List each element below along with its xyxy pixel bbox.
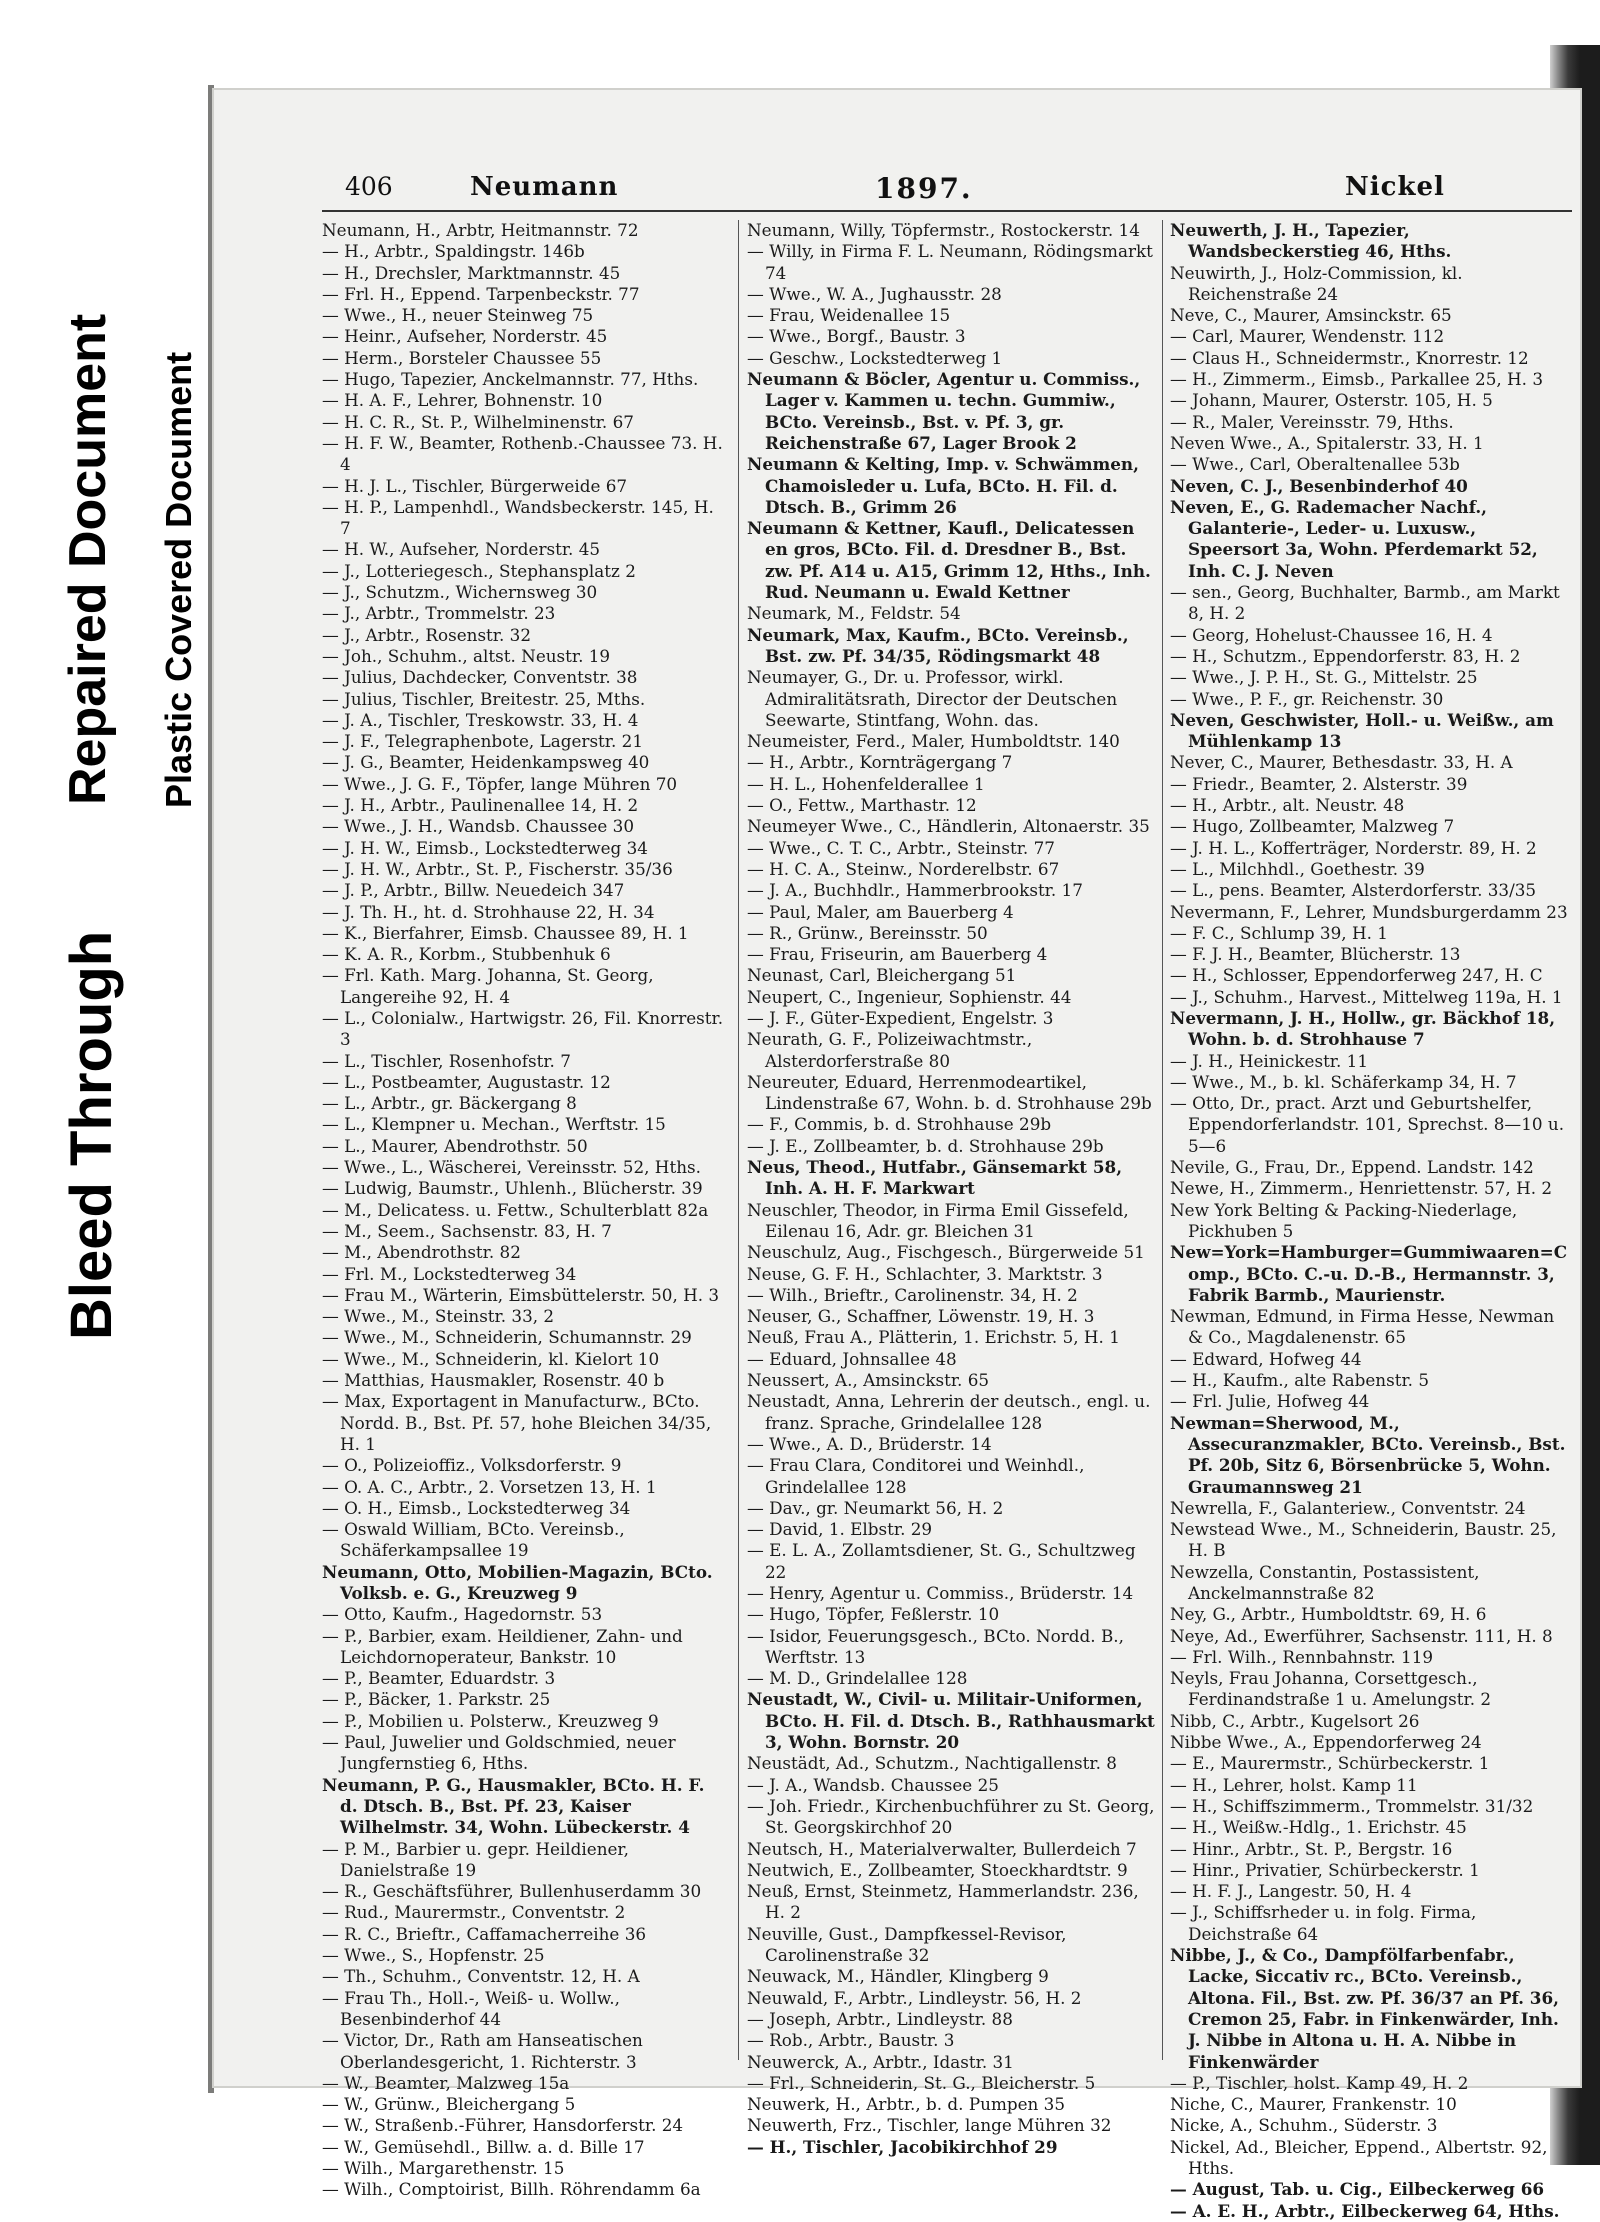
directory-entry: — M., Seem., Sachsenstr. 83, H. 7: [322, 1220, 612, 1241]
directory-entry: — H. P., Lampenhdl., Wandsbeckerstr. 145, H. 7: [322, 496, 714, 539]
directory-entry: — Wwe., Borgf., Baustr. 3: [747, 326, 966, 347]
directory-entry: — Ludwig, Baumstr., Uhlenh., Blücherstr. 39: [322, 1178, 703, 1199]
directory-entry: — H., Arbtr., Spaldingstr. 146b: [322, 241, 585, 262]
directory-entry: — J., Lotteriegesch., Stephansplatz 2: [322, 560, 636, 581]
directory-entry: Neuwald, F., Arbtr., Lindleystr. 56, H. 2: [747, 1987, 1082, 2008]
directory-entry: — Victor, Dr., Rath am Hanseatischen Oberlandesgericht, 1. Richterstr. 3: [322, 2030, 643, 2072]
directory-entry: — Wwe., A. D., Brüderstr. 14: [747, 1433, 992, 1454]
directory-entry: Neven, Geschwister, Holl.- u. Weißw., am Mühlenkamp 13: [1170, 709, 1554, 752]
directory-entry: Neumann, Willy, Töpfermstr., Rostockerstr. 14: [747, 220, 1140, 240]
directory-entry: — H., Tischler, Jacobikirchhof 29: [747, 2136, 1058, 2157]
directory-entry: — W., Gemüsehdl., Billw. a. d. Bille 17: [322, 2136, 645, 2157]
directory-entry: — Frl. H., Eppend. Tarpenbeckstr. 77: [322, 283, 640, 304]
directory-entry: Neumann, Otto, Mobilien-Magazin, BCto. Volksb. e. G., Kreuzweg 9: [322, 1561, 713, 1603]
directory-entry: — L., Klempner u. Mechan., Werftstr. 15: [322, 1114, 666, 1135]
directory-entry: Neuß, Frau A., Plätterin, 1. Erichstr. 5, H. 1: [747, 1327, 1120, 1348]
directory-entry: — Frau Clara, Conditorei und Weinhdl., Grindelallee 128: [747, 1455, 1085, 1497]
directory-entry: — Frl., Schneiderin, St. G., Bleicherstr. 5: [747, 2072, 1096, 2093]
directory-entry: Newman, Edmund, in Firma Hesse, Newman & Co., Magdalenenstr. 65: [1170, 1306, 1555, 1348]
directory-entry: — Oswald William, BCto. Vereinsb., Schäferkampsallee 19: [322, 1519, 625, 1561]
plastic-covered-label: Plastic Covered Document: [158, 351, 199, 808]
directory-entry: — Wwe., S., Hopfenstr. 25: [322, 1945, 545, 1966]
directory-entry: — L., Arbtr., gr. Bäckergang 8: [322, 1093, 577, 1114]
header-rule: [322, 210, 1572, 212]
directory-entry: — J., Arbtr., Rosenstr. 32: [322, 624, 531, 645]
directory-entry: — Claus H., Schneidermstr., Knorrestr. 12: [1170, 347, 1529, 368]
directory-entry: Neuß, Ernst, Steinmetz, Hammerlandstr. 236, H. 2: [747, 1881, 1139, 1923]
directory-entry: — David, 1. Elbstr. 29: [747, 1519, 933, 1540]
directory-entry: — A. E. H., Arbtr., Eilbeckerweg 64, Hths.: [1170, 2200, 1560, 2221]
directory-entry: Neuser, G., Schaffner, Löwenstr. 19, H. 3: [747, 1306, 1095, 1327]
directory-entry: Newe, H., Zimmerm., Henriettenstr. 57, H. 2: [1170, 1178, 1553, 1199]
directory-entry: — E., Maurermstr., Schürbeckerstr. 1: [1170, 1753, 1490, 1774]
directory-entry: — Julius, Dachdecker, Conventstr. 38: [322, 667, 638, 688]
directory-entry: Ney, G., Arbtr., Humboldtstr. 69, H. 6: [1170, 1604, 1487, 1625]
directory-entry: — Frl. Kath. Marg. Johanna, St. Georg, Langereihe 92, H. 4: [322, 965, 654, 1007]
directory-entry: — R., Geschäftsführer, Bullenhuserdamm 30: [322, 1881, 702, 1902]
directory-entry: — Georg, Hohelust-Chaussee 16, H. 4: [1170, 624, 1493, 645]
directory-entry: Newman=Sherwood, M., Assecuranzmakler, BCto. Vereinsb., Bst. Pf. 20b, Sitz 6, Börsenbrücke 5, Wohn. Graumannsweg 21: [1170, 1412, 1566, 1497]
directory-entry: — M., Abendrothstr. 82: [322, 1242, 521, 1263]
directory-entry: — Wilh., Comptoirist, Billh. Röhrendamm 6a: [322, 2179, 701, 2200]
directory-entry: Neumark, M., Feldstr. 54: [747, 603, 961, 624]
directory-entry: — F. C., Schlump 39, H. 1: [1170, 922, 1388, 943]
directory-entry: — H. J. L., Tischler, Bürgerweide 67: [322, 475, 628, 496]
directory-entry: — Rob., Arbtr., Baustr. 3: [747, 2030, 955, 2051]
directory-entry: — Frl. Wilh., Rennbahnstr. 119: [1170, 1646, 1434, 1667]
directory-entry: Neve, C., Maurer, Amsinckstr. 65: [1170, 305, 1452, 326]
directory-entry: — Wwe., M., Steinstr. 33, 2: [322, 1306, 555, 1327]
year-heading: 1897.: [875, 172, 973, 205]
directory-entry: Neumann & Kettner, Kaufl., Delicatessen en gros, BCto. Fil. d. Dresdner B., Bst. zw. Pf. A14 u. A15, Grimm 12, Hths., Inh. Rud. Neumann u. Ewald Kettner: [747, 518, 1151, 603]
directory-entry: — J., Schuhm., Harvest., Mittelweg 119a, H. 1: [1170, 986, 1563, 1007]
directory-entry: Neureuter, Eduard, Herrenmodeartikel, Lindenstraße 67, Wohn. b. d. Strohhause 29b: [747, 1071, 1152, 1114]
directory-entry: Neussert, A., Amsinckstr. 65: [747, 1370, 990, 1391]
directory-entry: — Paul, Maler, am Bauerberg 4: [747, 901, 1014, 922]
directory-entry: Nibbe, J., & Co., Dampfölfarbenfabr., Lacke, Siccativ rc., BCto. Vereinsb., Altona. Fil., Bst. zw. Pf. 36/37 an Pf. 36, Cremon 25, Fabr. in Finkenwärder, Inh. J. Nibbe in Altona u. H. A. Nibbe in Finkenwärder: [1170, 1945, 1559, 2072]
directory-entry: Neumayer, G., Dr. u. Professor, wirkl. Admiralitätsrath, Director der Deutschen Seewarte, Stintfang, Wohn. das.: [747, 667, 1118, 730]
directory-entry: — August, Tab. u. Cig., Eilbeckerweg 66: [1170, 2179, 1545, 2200]
directory-entry: — Frau M., Wärterin, Eimsbüttelerstr. 50, H. 3: [322, 1284, 720, 1305]
directory-entry: — Frl. M., Lockstedterweg 34: [322, 1263, 577, 1284]
directory-entry: — Wwe., J. H., Wandsb. Chaussee 30: [322, 816, 634, 837]
directory-entry: — K. A. R., Korbm., Stubbenhuk 6: [322, 944, 611, 965]
directory-entry: Neumann & Kelting, Imp. v. Schwämmen, Chamoisleder u. Lufa, BCto. H. Fil. d. Dtsch. B., Grimm 26: [747, 454, 1139, 517]
directory-entry: Neupert, C., Ingenieur, Sophienstr. 44: [747, 986, 1072, 1007]
directory-entry: — J., Arbtr., Trommelstr. 23: [322, 603, 556, 624]
directory-entry: Neumeyer Wwe., C., Händlerin, Altonaerstr. 35: [747, 816, 1150, 837]
directory-entry: — Wwe., C. T. C., Arbtr., Steinstr. 77: [747, 837, 1055, 858]
directory-entry: — P., Barbier, exam. Heildiener, Zahn- und Leichdornoperateur, Bankstr. 10: [322, 1625, 683, 1667]
directory-entry: Nibbe Wwe., A., Eppendorferweg 24: [1170, 1732, 1482, 1753]
right-running-head: Nickel: [1345, 172, 1445, 202]
directory-entry: Neuwerk, H., Arbtr., b. d. Pumpen 35: [747, 2094, 1066, 2115]
directory-column-2: [747, 220, 1155, 2157]
directory-entry: — Max, Exportagent in Manufacturw., BCto. Nordd. B., Bst. Pf. 57, hohe Bleichen 34/35, H. 1: [322, 1391, 712, 1454]
directory-entry: — Hugo, Zollbeamter, Malzweg 7: [1170, 816, 1455, 837]
directory-entry: — J. G., Beamter, Heidenkampsweg 40: [322, 752, 650, 773]
directory-entry: — Paul, Juwelier und Goldschmied, neuer Jungfernstieg 6, Hths.: [322, 1732, 676, 1774]
directory-entry: — J. Th. H., ht. d. Strohhause 22, H. 34: [322, 901, 655, 922]
directory-entry: — Otto, Dr., pract. Arzt und Geburtshelfer, Eppendorferlandstr. 101, Sprechst. 8—10 u. 5—6: [1170, 1093, 1565, 1156]
directory-entry: — O. H., Eimsb., Lockstedterweg 34: [322, 1497, 631, 1518]
directory-entry: — Johann, Maurer, Osterstr. 105, H. 5: [1170, 390, 1493, 411]
directory-entry: Neustadt, W., Civil- u. Militair-Uniformen, BCto. H. Fil. d. Dtsch. B., Rathhausmarkt 3, Wohn. Bornstr. 20: [747, 1689, 1155, 1753]
directory-entry: — H., Schutzm., Eppendorferstr. 83, H. 2: [1170, 645, 1521, 666]
directory-entry: Neumann, P. G., Hausmakler, BCto. H. F. d. Dtsch. B., Bst. Pf. 23, Kaiser Wilhelmstr. 34, Wohn. Lübeckerstr. 4: [322, 1774, 705, 1838]
directory-entry: — J. F., Güter-Expedient, Engelstr. 3: [747, 1007, 1054, 1028]
bleed-through-label: Bleed Through: [59, 930, 124, 1340]
column-divider: [738, 220, 739, 2060]
directory-entry: Newrella, F., Galanteriew., Conventstr. 24: [1170, 1497, 1526, 1518]
directory-entry: — Hugo, Töpfer, Feßlerstr. 10: [747, 1604, 1000, 1625]
repaired-document-label: Repaired Document: [59, 313, 117, 805]
directory-entry: — Wwe., J. P. H., St. G., Mittelstr. 25: [1170, 667, 1478, 688]
directory-entry: — W., Beamter, Malzweg 15a: [322, 2072, 570, 2093]
directory-entry: — M. D., Grindelallee 128: [747, 1668, 968, 1689]
directory-entry: — J., Schiffsrheder u. in folg. Firma, Deichstraße 64: [1170, 1902, 1477, 1944]
directory-entry: — Dav., gr. Neumarkt 56, H. 2: [747, 1497, 1004, 1518]
left-running-head: Neumann: [470, 172, 619, 202]
directory-entry: — Joh., Schuhm., altst. Neustr. 19: [322, 645, 611, 666]
directory-entry: Neutwich, E., Zollbeamter, Stoeckhardtstr. 9: [747, 1859, 1128, 1880]
directory-entry: — H. C. A., Steinw., Norderelbstr. 67: [747, 858, 1060, 879]
directory-entry: — O. A. C., Arbtr., 2. Vorsetzen 13, H. 1: [322, 1476, 657, 1497]
directory-entry: — H. C. R., St. P., Wilhelminenstr. 67: [322, 411, 634, 432]
directory-entry: — H., Arbtr., Kornträgergang 7: [747, 752, 1013, 773]
directory-entry: Neurath, G. F., Polizeiwachtmstr., Alsterdorferstraße 80: [747, 1029, 1033, 1071]
directory-entry: — Frau, Friseurin, am Bauerberg 4: [747, 944, 1048, 965]
directory-entry: — H., Kaufm., alte Rabenstr. 5: [1170, 1370, 1429, 1391]
directory-entry: Niche, C., Maurer, Frankenstr. 10: [1170, 2094, 1457, 2115]
directory-entry: — H. F. J., Langestr. 50, H. 4: [1170, 1881, 1412, 1902]
directory-entry: — H. A. F., Lehrer, Bohnenstr. 10: [322, 390, 603, 411]
directory-entry: — Hinr., Arbtr., St. P., Bergstr. 16: [1170, 1838, 1453, 1859]
directory-entry: — Willy, in Firma F. L. Neumann, Rödingsmarkt 74: [747, 241, 1153, 283]
directory-entry: — Wwe., J. G. F., Töpfer, lange Mühren 70: [322, 773, 678, 794]
directory-entry: — L., Tischler, Rosenhofstr. 7: [322, 1050, 571, 1071]
directory-entry: — Frau Th., Holl.-, Weiß- u. Wollw., Besenbinderhof 44: [322, 1987, 620, 2029]
directory-entry: — Hugo, Tapezier, Anckelmannstr. 77, Hths.: [322, 369, 699, 390]
directory-entry: Neumann & Böcler, Agentur u. Commiss., Lager v. Kammen u. techn. Gummiw., BCto. Vereinsb., Bst. v. Pf. 3, gr. Reichenstraße 67, Lager Brook 2: [747, 369, 1141, 453]
directory-entry: — Wilh., Brieftr., Carolinenstr. 34, H. 2: [747, 1284, 1078, 1305]
directory-entry: Nicke, A., Schuhm., Süderstr. 3: [1170, 2115, 1438, 2136]
directory-entry: — W., Grünw., Bleichergang 5: [322, 2094, 576, 2115]
directory-entry: Neuwirth, J., Holz-Commission, kl. Reichenstraße 24: [1170, 262, 1463, 304]
directory-entry: — P., Beamter, Eduardstr. 3: [322, 1668, 556, 1689]
directory-entry: — Frl. Julie, Hofweg 44: [1170, 1391, 1370, 1412]
directory-entry: — L., Maurer, Abendrothstr. 50: [322, 1135, 588, 1156]
directory-entry: — E. L. A., Zollamtsdiener, St. G., Schultzweg 22: [747, 1540, 1136, 1582]
directory-entry: Nevermann, F., Lehrer, Mundsburgerdamm 23: [1170, 901, 1568, 922]
directory-entry: — J. H. W., Eimsb., Lockstedterweg 34: [322, 837, 648, 858]
directory-entry: Neye, Ad., Ewerführer, Sachsenstr. 111, H. 8: [1170, 1625, 1553, 1646]
directory-entry: — Hinr., Privatier, Schürbeckerstr. 1: [1170, 1859, 1480, 1880]
directory-entry: — L., Postbeamter, Augustastr. 12: [322, 1071, 611, 1092]
directory-entry: — Wwe., P. F., gr. Reichenstr. 30: [1170, 688, 1444, 709]
directory-entry: — F., Commis, b. d. Strohhause 29b: [747, 1114, 1052, 1135]
directory-entry: — J. H., Heinickestr. 11: [1170, 1050, 1369, 1071]
directory-entry: — L., pens. Beamter, Alsterdorferstr. 33/35: [1170, 880, 1537, 901]
directory-entry: Neunast, Carl, Bleichergang 51: [747, 965, 1017, 986]
directory-entry: — J. A., Tischler, Treskowstr. 33, H. 4: [322, 709, 639, 730]
directory-entry: — J., Schutzm., Wichernsweg 30: [322, 582, 598, 603]
directory-entry: — P., Bäcker, 1. Parkstr. 25: [322, 1689, 551, 1710]
directory-entry: — Geschw., Lockstedterweg 1: [747, 347, 1003, 368]
directory-entry: — P. M., Barbier u. gepr. Heildiener, Danielstraße 19: [322, 1838, 629, 1880]
directory-entry: — O., Fettw., Marthastr. 12: [747, 795, 977, 816]
directory-entry: Neven, C. J., Besenbinderhof 40: [1170, 475, 1468, 496]
directory-entry: — J. E., Zollbeamter, b. d. Strohhause 29b: [747, 1135, 1104, 1156]
directory-entry: — J. H. L., Kofferträger, Norderstr. 89, H. 2: [1170, 837, 1537, 858]
directory-entry: — Henry, Agentur u. Commiss., Brüderstr. 14: [747, 1583, 1134, 1603]
directory-entry: — J. A., Wandsb. Chaussee 25: [747, 1774, 999, 1795]
directory-entry: — Joh. Friedr., Kirchenbuchführer zu St. Georg, St. Georgskirchhof 20: [747, 1795, 1155, 1838]
directory-entry: Neyls, Frau Johanna, Corsettgesch., Ferdinandstraße 1 u. Amelungstr. 2: [1170, 1668, 1492, 1710]
directory-entry: — Wilh., Margarethenstr. 15: [322, 2158, 565, 2179]
directory-entry: — Wwe., M., Schneiderin, kl. Kielort 10: [322, 1348, 660, 1369]
directory-entry: — H., Drechsler, Marktmannstr. 45: [322, 262, 621, 283]
directory-entry: — J. A., Buchhdlr., Hammerbrookstr. 17: [747, 880, 1083, 901]
directory-entry: — F. J. H., Beamter, Blücherstr. 13: [1170, 944, 1461, 965]
directory-entry: Neumark, Max, Kaufm., BCto. Vereinsb., Bst. zw. Pf. 34/35, Rödingsmarkt 48: [747, 624, 1129, 666]
column-divider: [1162, 220, 1163, 2060]
directory-entry: — H., Weißw.-Hdlg., 1. Erichstr. 45: [1170, 1817, 1467, 1838]
directory-entry: Neven Wwe., A., Spitalerstr. 33, H. 1: [1170, 432, 1484, 453]
directory-entry: — Heinr., Aufseher, Norderstr. 45: [322, 326, 608, 347]
directory-entry: Neumann, H., Arbtr, Heitmannstr. 72: [322, 220, 639, 240]
directory-entry: — Wwe., M., Schneiderin, Schumannstr. 29: [322, 1327, 692, 1348]
directory-entry: Nevile, G., Frau, Dr., Eppend. Landstr. 142: [1170, 1157, 1534, 1178]
directory-entry: Never, C., Maurer, Bethesdastr. 33, H. A: [1170, 752, 1513, 773]
directory-entry: — H. W., Aufseher, Norderstr. 45: [322, 539, 601, 560]
directory-entry: — Carl, Maurer, Wendenstr. 112: [1170, 326, 1445, 347]
directory-entry: Neuwerck, A., Arbtr., Idastr. 31: [747, 2051, 1014, 2072]
directory-entry: Neustädt, Ad., Schutzm., Nachtigallenstr. 8: [747, 1753, 1117, 1774]
directory-entry: — J. F., Telegraphenbote, Lagerstr. 21: [322, 731, 644, 752]
page-number: 406: [345, 172, 393, 201]
directory-column-1: [322, 220, 726, 2200]
directory-entry: Neuwerth, Frz., Tischler, lange Mühren 32: [747, 2115, 1112, 2136]
directory-entry: Newstead Wwe., M., Schneiderin, Baustr. 25, H. B: [1170, 1519, 1557, 1561]
directory-entry: — Eduard, Johnsallee 48: [747, 1348, 957, 1369]
directory-entry: Neuschulz, Aug., Fischgesch., Bürgerweide 51: [747, 1242, 1145, 1263]
directory-entry: — Wwe., H., neuer Steinweg 75: [322, 305, 594, 326]
directory-entry: Neumeister, Ferd., Maler, Humboldtstr. 140: [747, 731, 1120, 752]
directory-entry: — W., Straßenb.-Führer, Hansdorferstr. 24: [322, 2115, 684, 2136]
directory-entry: — J. H., Arbtr., Paulinenallee 14, H. 2: [322, 795, 639, 816]
directory-entry: — sen., Georg, Buchhalter, Barmb., am Markt 8, H. 2: [1170, 582, 1560, 624]
directory-entry: — P., Mobilien u. Polsterw., Kreuzweg 9: [322, 1710, 659, 1731]
directory-entry: — J. P., Arbtr., Billw. Neuedeich 347: [322, 880, 625, 901]
directory-entry: — K., Bierfahrer, Eimsb. Chaussee 89, H. 1: [322, 922, 689, 943]
directory-entry: — Wwe., L., Wäscherei, Vereinsstr. 52, Hths.: [322, 1157, 701, 1178]
directory-entry: Neuschler, Theodor, in Firma Emil Gissefeld, Eilenau 16, Adr. gr. Bleichen 31: [747, 1199, 1129, 1241]
directory-entry: — Isidor, Feuerungsgesch., BCto. Nordd. B., Werftstr. 13: [747, 1625, 1124, 1667]
directory-entry: Nickel, Ad., Bleicher, Eppend., Albertstr. 92, Hths.: [1170, 2136, 1548, 2179]
directory-entry: Nevermann, J. H., Hollw., gr. Bäckhof 18, Wohn. b. d. Strohhause 7: [1170, 1007, 1556, 1050]
directory-entry: — Edward, Hofweg 44: [1170, 1348, 1362, 1369]
directory-entry: — O., Polizeioffiz., Volksdorferstr. 9: [322, 1455, 622, 1476]
directory-entry: — Joseph, Arbtr., Lindleystr. 88: [747, 2008, 1013, 2029]
directory-entry: Neuwerth, J. H., Tapezier, Wandsbeckerstieg 46, Hths.: [1170, 220, 1452, 262]
directory-entry: Newzella, Constantin, Postassistent, Anckelmannstraße 82: [1170, 1561, 1480, 1603]
directory-entry: Neuville, Gust., Dampfkessel-Revisor, Carolinenstraße 32: [747, 1923, 1067, 1966]
directory-entry: — R. C., Brieftr., Caffamacherreihe 36: [322, 1923, 647, 1944]
directory-entry: — H., Schiffszimmerm., Trommelstr. 31/32: [1170, 1795, 1534, 1816]
directory-entry: — H., Lehrer, holst. Kamp 11: [1170, 1774, 1418, 1795]
directory-entry: — L., Milchhdl., Goethestr. 39: [1170, 858, 1425, 879]
directory-entry: Neuwack, M., Händler, Klingberg 9: [747, 1966, 1049, 1987]
directory-entry: — H., Zimmerm., Eimsb., Parkallee 25, H. 3: [1170, 369, 1544, 390]
directory-entry: — L., Colonialw., Hartwigstr. 26, Fil. Knorrestr. 3: [322, 1007, 724, 1050]
directory-entry: — M., Delicatess. u. Fettw., Schulterblatt 82a: [322, 1199, 709, 1220]
directory-entry: New York Belting & Packing-Niederlage, Pickhuben 5: [1170, 1199, 1518, 1241]
directory-column-3: [1170, 220, 1572, 2221]
directory-entry: — Matthias, Hausmakler, Rosenstr. 40 b: [322, 1370, 665, 1391]
directory-entry: — H. L., Hohenfelderallee 1: [747, 773, 985, 794]
directory-entry: — R., Maler, Vereinsstr. 79, Hths.: [1170, 411, 1454, 432]
directory-entry: — Wwe., W. A., Jughausstr. 28: [747, 283, 1002, 304]
directory-entry: Nibb, C., Arbtr., Kugelsort 26: [1170, 1710, 1420, 1731]
directory-entry: — H., Arbtr., alt. Neustr. 48: [1170, 795, 1405, 816]
directory-entry: — Otto, Kaufm., Hagedornstr. 53: [322, 1604, 603, 1625]
page-header: [345, 172, 1565, 212]
directory-entry: — Herm., Borsteler Chaussee 55: [322, 347, 602, 368]
directory-entry: — Frau, Weidenallee 15: [747, 305, 951, 326]
directory-entry: — Wwe., M., b. kl. Schäferkamp 34, H. 7: [1170, 1071, 1517, 1092]
directory-entry: — H. F. W., Beamter, Rothenb.-Chaussee 73. H. 4: [322, 432, 723, 475]
directory-entry: — Julius, Tischler, Breitestr. 25, Mths.: [322, 688, 646, 709]
directory-entry: — Th., Schuhm., Conventstr. 12, H. A: [322, 1966, 640, 1987]
directory-entry: — R., Grünw., Bereinsstr. 50: [747, 922, 988, 943]
directory-entry: Neven, E., G. Rademacher Nachf., Galanterie-, Leder- u. Luxusw., Speersort 3a, Wohn. Pferdemarkt 52, Inh. C. J. Neven: [1170, 496, 1538, 581]
directory-entry: — Wwe., Carl, Oberaltenallee 53b: [1170, 454, 1460, 475]
directory-entry: — Friedr., Beamter, 2. Alsterstr. 39: [1170, 773, 1468, 794]
directory-entry: New=York=Hamburger=Gummiwaaren=Comp., BCto. C.-u. D.-B., Hermannstr. 3, Fabrik Barmb., Maurienstr.: [1170, 1242, 1568, 1305]
directory-entry: Neutsch, H., Materialverwalter, Bullerdeich 7: [747, 1838, 1137, 1859]
directory-entry: Neuse, G. F. H., Schlachter, 3. Marktstr. 3: [747, 1263, 1103, 1284]
directory-entry: Neustadt, Anna, Lehrerin der deutsch., engl. u. franz. Sprache, Grindelallee 128: [747, 1391, 1151, 1433]
directory-entry: — Rud., Maurermstr., Conventstr. 2: [322, 1902, 626, 1923]
directory-entry: — H., Schlosser, Eppendorferweg 247, H. C: [1170, 965, 1543, 986]
directory-entry: — J. H. W., Arbtr., St. P., Fischerstr. 35/36: [322, 858, 673, 879]
directory-entry: — P., Tischler, holst. Kamp 49, H. 2: [1170, 2072, 1469, 2093]
directory-entry: Neus, Theod., Hutfabr., Gänsemarkt 58, Inh. A. H. F. Markwart: [747, 1157, 1123, 1199]
